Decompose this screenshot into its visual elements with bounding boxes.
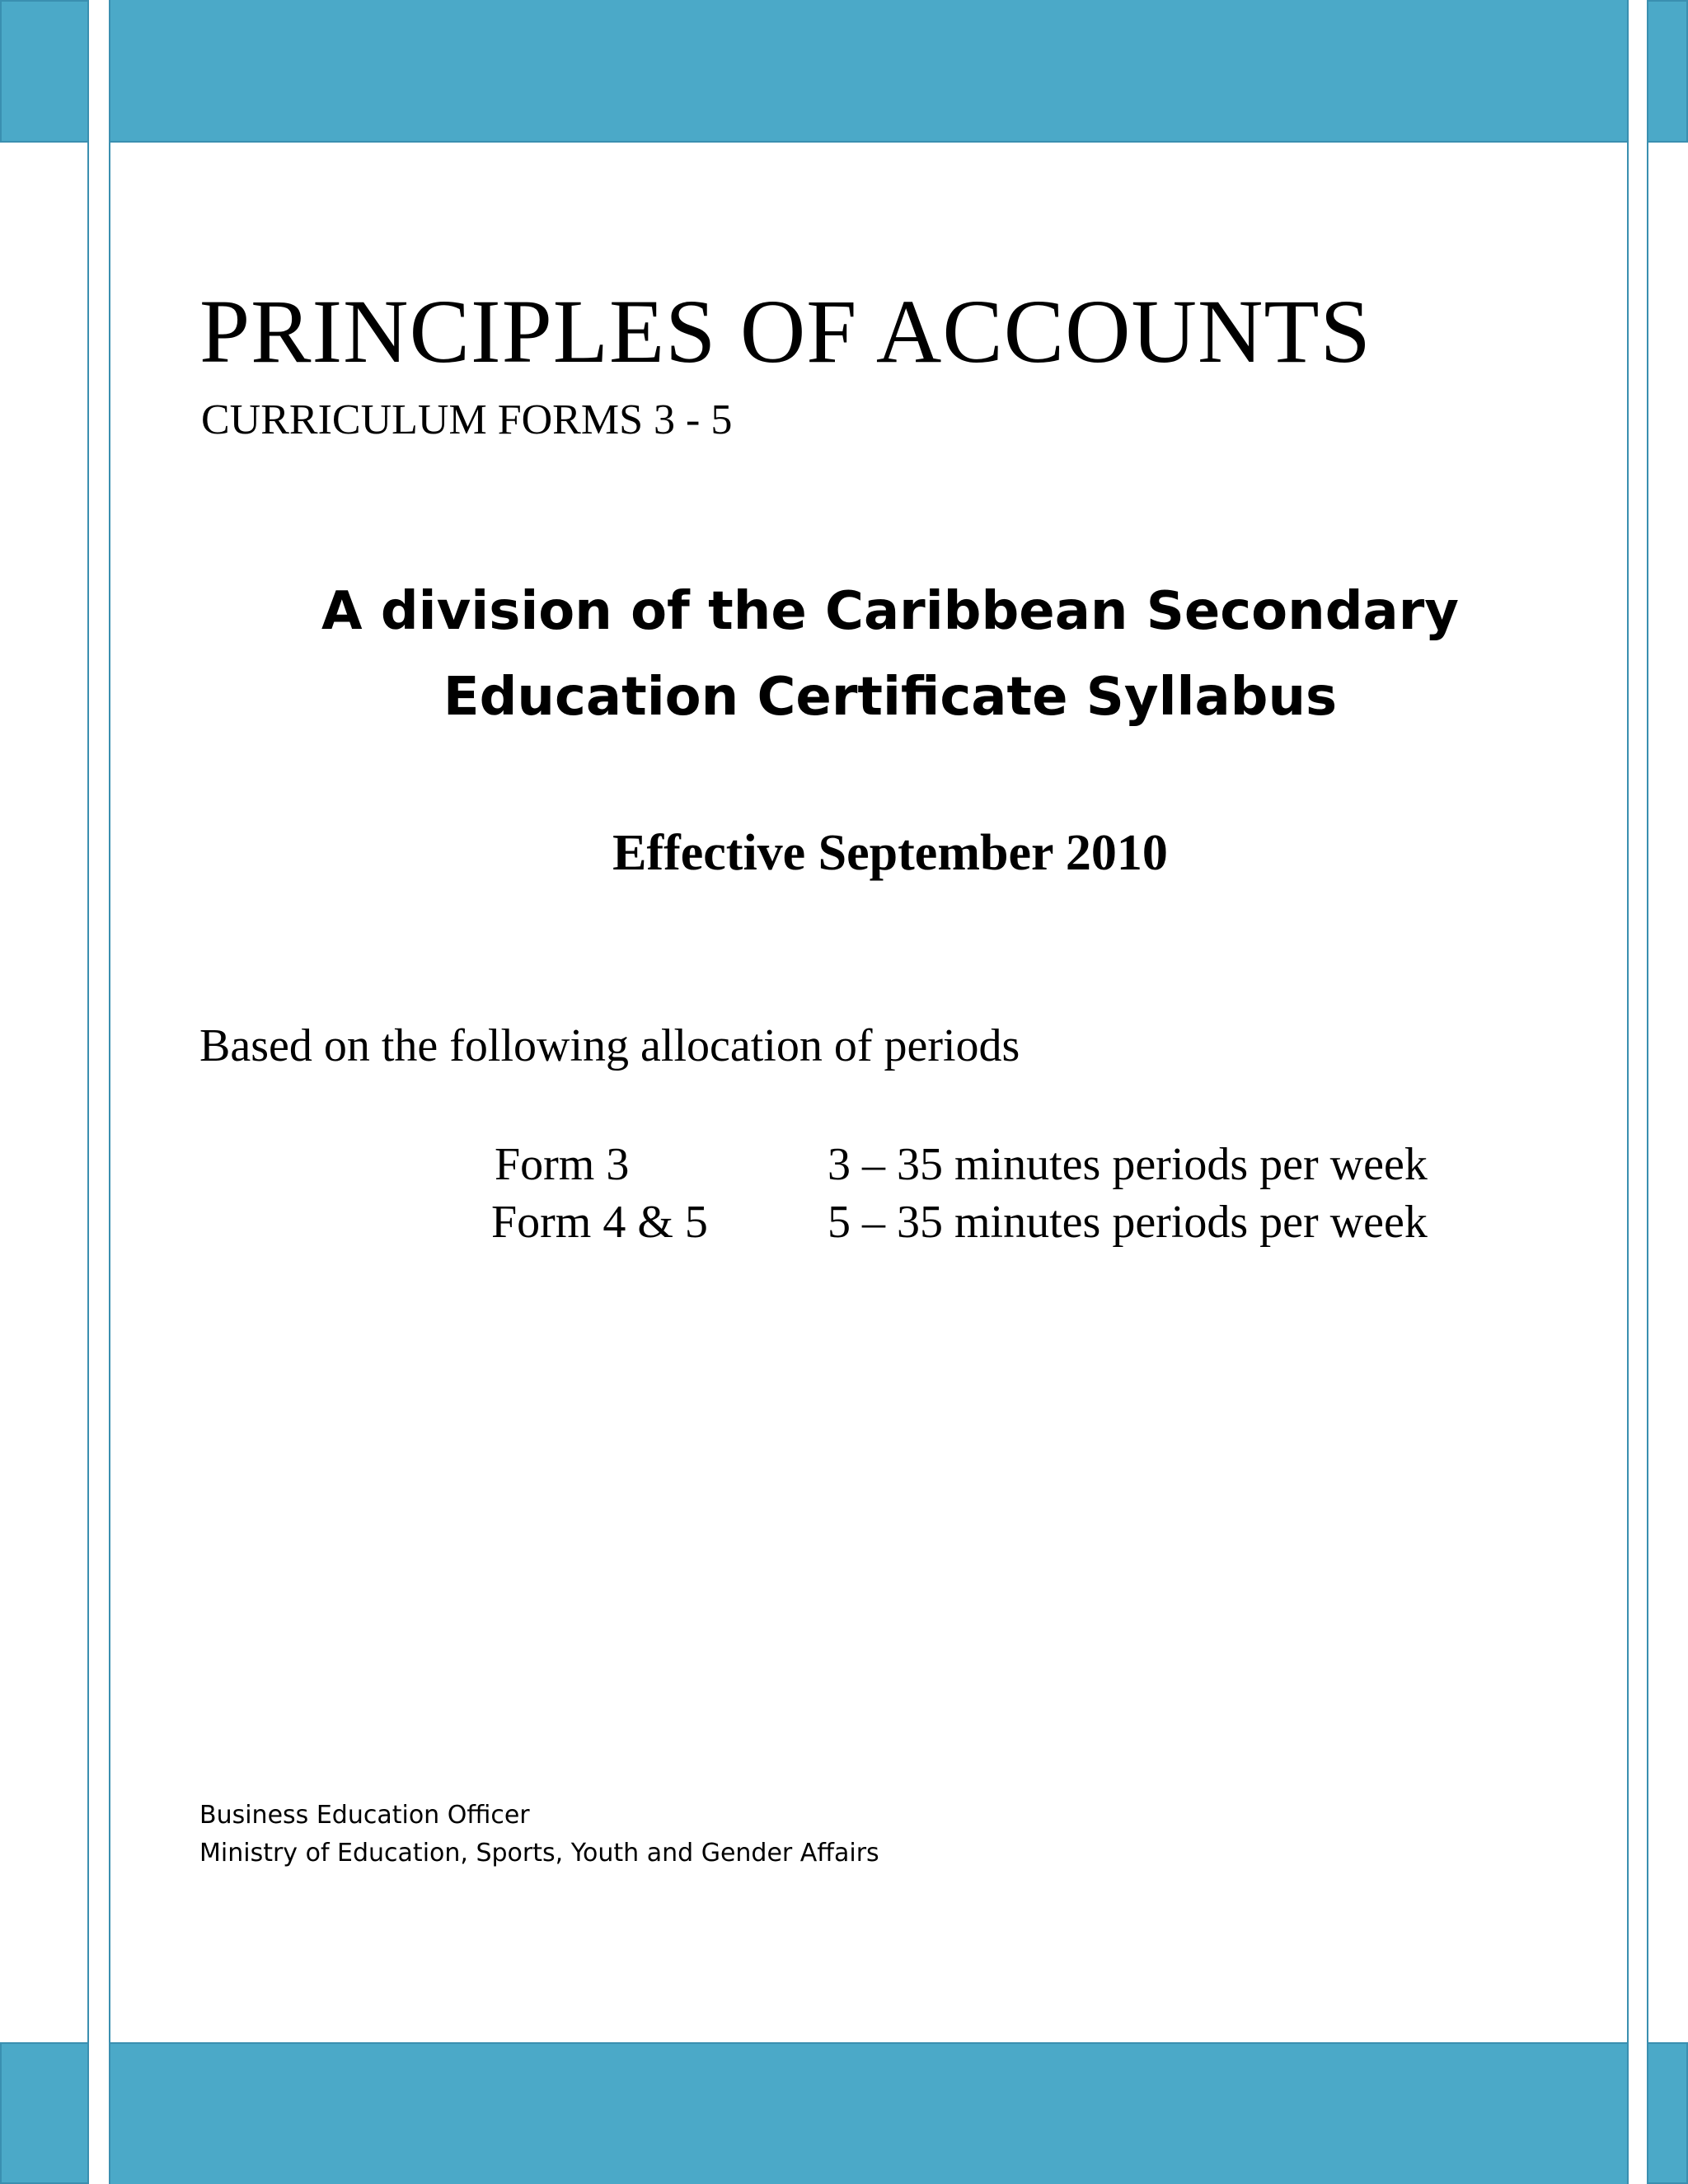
footer-bar	[110, 2042, 1627, 2184]
document-title: PRINCIPLES OF ACCOUNTS	[199, 281, 1372, 382]
left-band-edge-line	[87, 0, 89, 2184]
right-band-bottom-block	[1647, 2042, 1688, 2184]
effective-date: Effective September 2010	[612, 825, 1168, 881]
left-border-band	[0, 0, 89, 2184]
division-line-1: A division of the Caribbean Secondary	[321, 581, 1459, 642]
left-band-bottom-block	[0, 2042, 89, 2184]
issuer-block	[199, 1797, 879, 1872]
left-band-top-block	[0, 0, 89, 143]
allocation-form: Form 4 & 5	[491, 1197, 708, 1248]
allocation-periods: 3 – 35 minutes periods per week	[828, 1139, 1428, 1190]
allocation-form: Form 3	[495, 1139, 630, 1190]
right-border-band	[1647, 0, 1688, 2184]
header-bar	[110, 0, 1627, 143]
allocation-periods: 5 – 35 minutes periods per week	[828, 1197, 1428, 1248]
issuer-ministry: Ministry of Education, Sports, Youth and Gender Affairs	[199, 1839, 879, 1868]
division-line-2: Education Certificate Syllabus	[443, 667, 1338, 728]
issuer-title: Business Education Officer	[199, 1801, 530, 1830]
right-band-top-block	[1647, 0, 1688, 143]
division-statement	[214, 569, 1566, 740]
document-subtitle: CURRICULUM FORMS 3 - 5	[201, 396, 733, 443]
right-band-edge-line	[1647, 0, 1648, 2184]
allocation-intro: Based on the following allocation of periods	[199, 1020, 1020, 1071]
